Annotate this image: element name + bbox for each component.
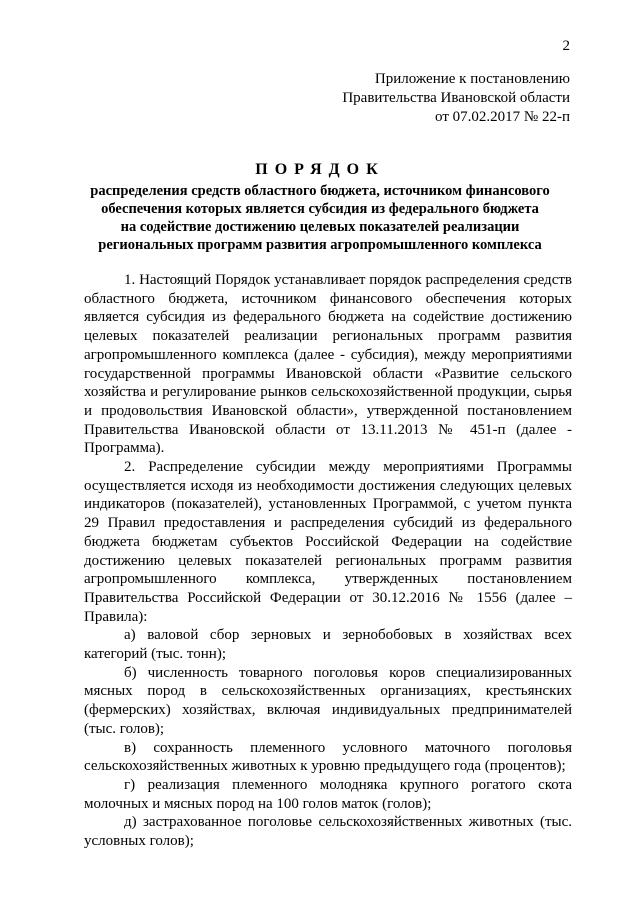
list-item-a: а) валовой сбор зерновых и зернобобовых в хозяйствах всех категорий (тыс. тонн); (84, 627, 572, 663)
document-subtitle (82, 182, 558, 254)
list-item-b: б) численность товарного поголовья коров специализированных мясных пород в сельскохозяйственных организациях, крестьянских (фермерских) хозяйствах, включая индивидуальных предпринимателей (тыс. голов); (84, 664, 572, 737)
appendix-line-3: от 07.02.2017 № 22-п (435, 109, 570, 125)
document-title (82, 160, 558, 254)
page-number: 2 (562, 38, 570, 54)
subtitle-line-4: региональных программ развития агропромышленного комплекса (98, 237, 542, 253)
document-heading: ПОРЯДОК (255, 161, 385, 178)
list-item-d: д) застрахованное поголовье сельскохозяйственных животных (тыс. условных голов); (84, 814, 572, 850)
document-body (84, 271, 572, 851)
list-item-v: в) сохранность племенного условного маточного поголовья сельскохозяйственных животных к уровню предыдущего года (процентов); (84, 739, 572, 775)
subtitle-line-3: на содействие достижению целевых показателей реализации (120, 219, 520, 235)
paragraph-2: 2. Распределение субсидии между мероприятиями Программы осуществляется исходя из необходимости достижения следующих целевых индикаторов (показателей), установленных Программой, с учетом пункта 29 Правил предоставления и распределения субсидий из федерального бюджета бюджетам субъектов Российской Федерации на содействие достижению целевых показателей региональных программ развития агропромышленного комплекса, утвержденных постановлением Правительства Российской Федерации от 30.12.2016 № 1556 (далее – Правила): (84, 459, 572, 625)
paragraph-1: 1. Настоящий Порядок устанавливает порядок распределения средств областного бюджета, источником финансового обеспечения которых является субсидия из федерального бюджета на содействие достижению целевых показателей реализации региональных программ развития агропромышленного комплекса (далее - субсидия), между мероприятиями государственной программы Ивановской области «Развитие сельского хозяйства и регулирование рынков сельскохозяйственной продукции, сырья и продовольствия Ивановской области», утвержденной постановлением Правительства Ивановской области от 13.11.2013 № 451-п (далее - Программа). (84, 272, 572, 457)
subtitle-line-2: обеспечения которых является субсидия из федерального бюджета (101, 201, 539, 217)
subtitle-line-1: распределения средств областного бюджета, источником финансового (90, 183, 550, 199)
appendix-note (342, 70, 570, 127)
appendix-line-2: Правительства Ивановской области (342, 90, 570, 106)
list-item-g: г) реализация племенного молодняка крупного рогатого скота молочных и мясных пород на 100 голов маток (голов); (84, 776, 572, 812)
appendix-line-1: Приложение к постановлению (374, 71, 570, 87)
